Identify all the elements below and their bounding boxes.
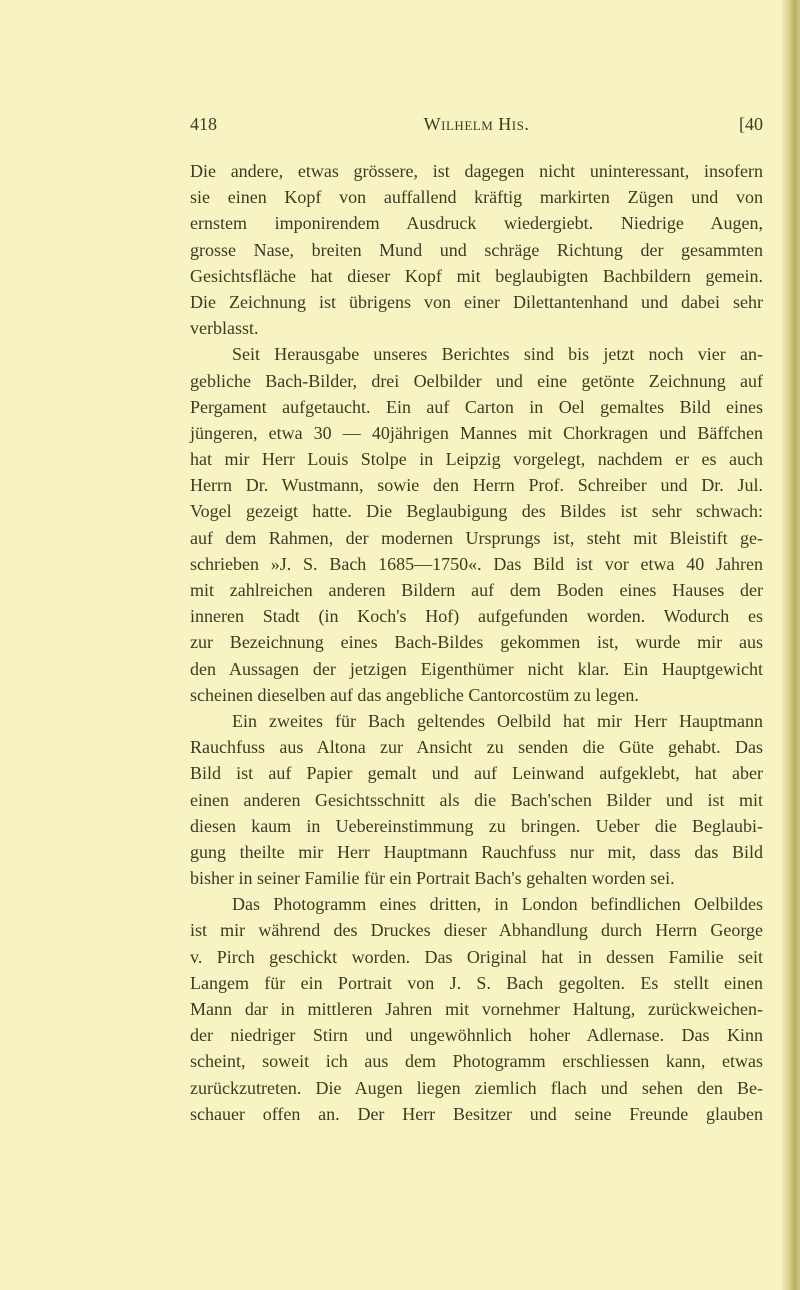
text-line: verblasst. xyxy=(190,318,259,339)
text-line: v. Pirch geschickt worden. Das Original hat in dessen Familie seit xyxy=(190,946,763,967)
running-title: Wilhelm His. xyxy=(423,114,530,134)
text-line: Mann dar in mittleren Jahren mit vornehmer Haltung, zurückweichen- xyxy=(190,999,763,1019)
text-line: schauer offen an. Der Herr Besitzer und seine Freunde glauben xyxy=(190,1103,763,1124)
text-line: schrieben »J. S. Bach 1685—1750«. Das Bild ist vor etwa 40 Jahren xyxy=(190,553,763,574)
page-header xyxy=(190,114,763,138)
text-line: bisher in seiner Familie für ein Portrait Bach's gehalten worden sei. xyxy=(190,868,675,889)
text-line: jüngeren, etwa 30 — 40jährigen Mannes mit Chorkragen und Bäffchen xyxy=(190,422,763,443)
text-line: Langem für ein Portrait von J. S. Bach gegolten. Es stellt einen xyxy=(190,972,763,993)
text-line: gung theilte mir Herr Hauptmann Rauchfuss nur mit, dass das Bild xyxy=(190,841,763,862)
text-line: Rauchfuss aus Altona zur Ansicht zu senden die Güte gehabt. Das xyxy=(190,737,763,758)
text-line: der niedriger Stirn und ungewöhnlich hoher Adlernase. Das Kinn xyxy=(190,1025,763,1046)
text-line: ist mir während des Druckes dieser Abhandlung durch Herrn George xyxy=(190,920,763,941)
section-marker: [40 xyxy=(739,114,763,134)
text-line: den Aussagen der jetzigen Eigenthümer nicht klar. Ein Hauptgewicht xyxy=(190,658,763,679)
text-line: auf dem Rahmen, der modernen Ursprungs ist, steht mit Bleistift ge- xyxy=(190,527,763,548)
text-line: sie einen Kopf von auffallend kräftig markirten Zügen und von xyxy=(190,187,763,208)
text-line: Ein zweites für Bach geltendes Oelbild hat mir Herr Hauptmann xyxy=(232,710,763,731)
text-line: Herrn Dr. Wustmann, sowie den Herrn Prof. Schreiber und Dr. Jul. xyxy=(190,475,763,496)
text-line: inneren Stadt (in Koch's Hof) aufgefunden worden. Wodurch es xyxy=(190,606,763,627)
book-binding-edge xyxy=(782,0,800,1290)
text-line: grosse Nase, breiten Mund und schräge Richtung der gesammten xyxy=(190,239,763,260)
text-line: Gesichtsfläche hat dieser Kopf mit beglaubigten Bachbildern gemein. xyxy=(190,265,763,286)
text-line: Die andere, etwas grössere, ist dagegen nicht uninteressant, insofern xyxy=(190,161,763,181)
text-line: ernstem imponirendem Ausdruck wiedergiebt. Niedrige Augen, xyxy=(190,213,763,234)
text-line: scheinen dieselben auf das angebliche Cantorcostüm zu legen. xyxy=(190,684,639,705)
text-line: scheint, soweit ich aus dem Photogramm erschliessen kann, etwas xyxy=(190,1051,763,1072)
text-line: Das Photogramm eines dritten, in London befindlichen Oelbildes xyxy=(232,894,763,915)
text-line: Pergament aufgetaucht. Ein auf Carton in Oel gemaltes Bild eines xyxy=(190,396,763,417)
text-line: zurückzutreten. Die Augen liegen ziemlich flach und sehen den Be- xyxy=(190,1077,763,1098)
text-line: diesen kaum in Uebereinstimmung zu bringen. Ueber die Beglaubi- xyxy=(190,815,763,836)
text-line: einen anderen Gesichtsschnitt als die Bach'schen Bilder und ist mit xyxy=(190,789,763,810)
text-line: gebliche Bach-Bilder, drei Oelbilder und eine getönte Zeichnung auf xyxy=(190,370,763,391)
text-line: hat mir Herr Louis Stolpe in Leipzig vorgelegt, nachdem er es auch xyxy=(190,449,763,470)
text-line: Seit Herausgabe unseres Berichtes sind bis jetzt noch vier an- xyxy=(232,344,763,365)
text-line: Vogel gezeigt hatte. Die Beglaubigung des Bildes ist sehr schwach: xyxy=(190,501,763,522)
text-line: Bild ist auf Papier gemalt und auf Leinwand aufgeklebt, hat aber xyxy=(190,763,763,784)
body-text xyxy=(190,158,763,1127)
text-line: zur Bezeichnung eines Bach-Bildes gekommen ist, wurde mir aus xyxy=(190,632,763,653)
text-line: Die Zeichnung ist übrigens von einer Dilettantenhand und dabei sehr xyxy=(190,291,763,312)
page-number: 418 xyxy=(190,114,217,134)
text-line: mit zahlreichen anderen Bildern auf dem Boden eines Hauses der xyxy=(190,580,763,600)
